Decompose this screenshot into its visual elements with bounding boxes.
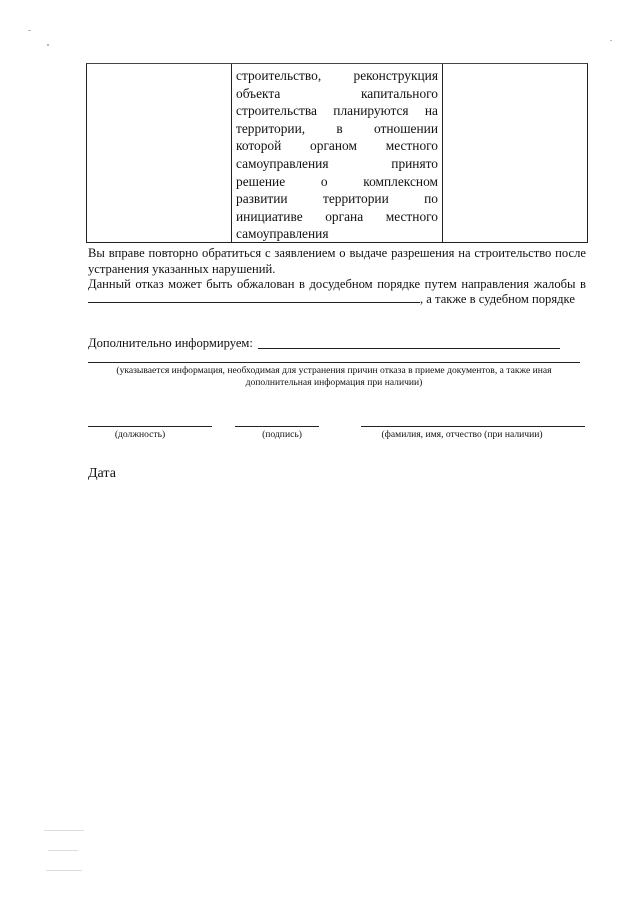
reapply-line-1: Вы вправе повторно обратиться с заявлением о выдаче разрешения на строительство после — [88, 246, 586, 260]
fullname-caption: (фамилия, имя, отчество (при наличии) — [381, 429, 543, 440]
date-label: Дата — [88, 466, 116, 481]
table-column-divider — [231, 64, 232, 242]
appeal-line-2-tail: , а также в судебном порядке — [420, 292, 575, 306]
requirements-table — [86, 63, 588, 243]
signature-field[interactable] — [235, 426, 319, 427]
table-column-divider — [442, 64, 443, 242]
additional-info-field-line-2[interactable] — [88, 362, 580, 363]
scan-speck — [44, 830, 84, 831]
table-cell-line: строительство, реконструкция — [236, 68, 438, 83]
scan-speck — [47, 44, 49, 46]
appeal-authority-field[interactable] — [88, 302, 420, 303]
table-cell-line: инициативе органа местного — [236, 208, 438, 224]
signature-caption: (подпись) — [262, 429, 302, 440]
scan-speck — [46, 870, 82, 871]
scan-speck — [48, 850, 78, 851]
appeal-line-1: Данный отказ может быть обжалован в досудебном порядке путем направления жалобы в — [88, 277, 586, 291]
additional-info-hint-line-2: дополнительная информация при наличии) — [245, 377, 423, 388]
table-cell-line: строительства планируются на — [236, 103, 438, 119]
scan-speck — [28, 30, 31, 31]
table-cell-line: самоуправления принято — [236, 155, 438, 171]
table-cell-line: самоуправления — [236, 226, 329, 242]
reapply-line-2: устранения указанных нарушений. — [88, 262, 276, 276]
table-cell-text — [236, 67, 438, 243]
appeal-paragraph — [88, 276, 586, 292]
table-cell-line: территории, в отношении — [236, 120, 438, 136]
position-caption: (должность) — [114, 429, 166, 440]
position-field[interactable] — [88, 426, 212, 427]
additional-info-field[interactable] — [258, 348, 560, 349]
table-cell-line: которой органом местного — [236, 138, 438, 154]
scan-speck — [610, 40, 612, 41]
table-cell-line: объекта капитального — [236, 85, 438, 101]
additional-info-label: Дополнительно информируем: — [88, 336, 253, 350]
fullname-field[interactable] — [361, 426, 585, 427]
additional-info-hint-line-1: (указывается информация, необходимая для устранения причин отказа в приеме документов, а также иная — [116, 365, 552, 376]
table-cell-line: развитии территории по — [236, 191, 438, 207]
additional-info-hint — [88, 365, 580, 389]
reapply-paragraph — [88, 245, 586, 277]
table-cell-line: решение о комплексном — [236, 173, 438, 189]
